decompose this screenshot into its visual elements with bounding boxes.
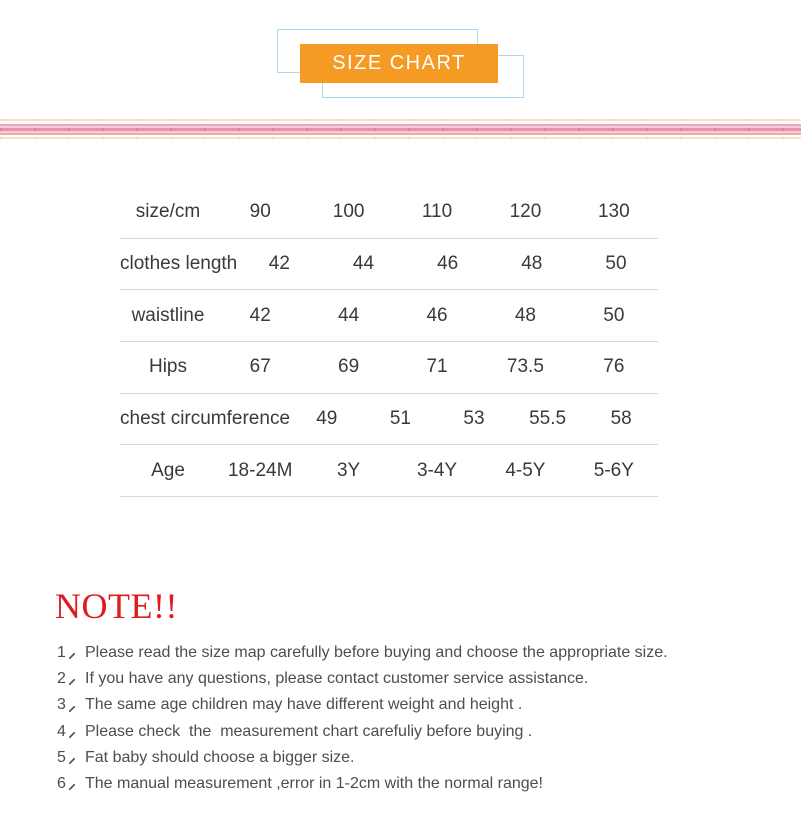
- row-label: chest circumference: [120, 408, 291, 430]
- note-text: Please read the size map carefully before buying and choose the appropriate size.: [85, 644, 668, 661]
- table-cell: 71: [426, 356, 448, 378]
- table-cell: 110: [421, 201, 453, 223]
- list-item: [57, 771, 757, 797]
- decor-stripes: [0, 117, 801, 141]
- table-cell: 42: [249, 304, 271, 326]
- table-cell: 73.5: [506, 356, 544, 378]
- table-row-waistline: [120, 290, 658, 342]
- table-row-hips: [120, 342, 658, 394]
- list-number: 6: [57, 775, 66, 793]
- size-table: [120, 187, 658, 497]
- list-marker: [57, 745, 85, 771]
- ideographic-comma-icon: [69, 679, 75, 685]
- notes-list: [57, 640, 757, 797]
- table-cell: 50: [603, 304, 625, 326]
- list-item: [57, 692, 757, 718]
- table-cell: 69: [338, 356, 360, 378]
- table-row-size: [120, 187, 658, 239]
- table-cell: 44: [352, 253, 375, 275]
- table-cell: 100: [332, 201, 365, 223]
- list-item: [57, 666, 757, 692]
- table-cell: 46: [426, 304, 448, 326]
- ideographic-comma-icon: [69, 758, 75, 764]
- table-cell: 3Y: [336, 459, 361, 481]
- ideographic-comma-icon: [69, 732, 75, 738]
- list-marker: [57, 719, 85, 745]
- table-cell: 51: [389, 408, 411, 430]
- stripe-yellow-top: [0, 119, 801, 121]
- page-title: SIZE CHART: [332, 52, 466, 74]
- list-item: [57, 745, 757, 771]
- ideographic-comma-icon: [69, 653, 75, 659]
- note-heading: NOTE!!: [55, 586, 178, 626]
- list-number: 5: [57, 748, 66, 766]
- table-cell: 48: [514, 304, 536, 326]
- note-text: The manual measurement ,error in 1-2cm with the normal range!: [85, 775, 543, 793]
- list-item: [57, 640, 757, 666]
- ideographic-comma-icon: [69, 784, 75, 790]
- table-cell: 48: [521, 253, 543, 275]
- list-number: 3: [57, 696, 66, 714]
- stripe-pink-edge-bottom: [0, 133, 801, 135]
- row-label: Age: [151, 459, 185, 481]
- table-cell: 58: [610, 408, 632, 430]
- table-cell: 46: [437, 253, 459, 275]
- table-cell: 5-6Y: [593, 459, 634, 481]
- table-cell: 50: [605, 253, 627, 275]
- row-label: size/cm: [135, 201, 201, 223]
- table-cell: 67: [249, 356, 271, 378]
- row-label: Hips: [148, 356, 187, 378]
- list-number: 1: [57, 644, 66, 661]
- table-cell: 130: [597, 201, 630, 223]
- list-number: 2: [57, 670, 66, 688]
- list-item: [57, 719, 757, 745]
- list-marker: [57, 692, 85, 718]
- note-text: Please check the measurement chart carefuliy before buying .: [85, 722, 533, 740]
- table-cell: 3-4Y: [416, 459, 458, 481]
- list-marker: [57, 666, 85, 692]
- stripe-yellow-bottom: [0, 137, 801, 139]
- list-marker: [57, 771, 85, 797]
- row-label: clothes length: [120, 253, 238, 275]
- table-row-clothes-length: [120, 239, 658, 291]
- table-cell: 90: [249, 201, 271, 223]
- table-cell: 18-24M: [227, 459, 293, 481]
- title-banner: [300, 44, 498, 83]
- table-cell: 76: [603, 356, 625, 378]
- note-text: If you have any questions, please contact customer service assistance.: [85, 670, 589, 688]
- table-cell: 4-5Y: [505, 459, 546, 481]
- table-cell: 44: [338, 304, 360, 326]
- table-row-age: [120, 445, 658, 497]
- table-cell: 49: [316, 408, 338, 430]
- table-cell: 55.5: [529, 408, 567, 430]
- list-marker: [57, 640, 85, 666]
- ideographic-comma-icon: [69, 706, 75, 712]
- note-text: Fat baby should choose a bigger size.: [85, 748, 355, 766]
- note-text: The same age children may have different weight and height .: [85, 696, 523, 714]
- table-row-chest: [120, 394, 658, 446]
- row-label: waistline: [131, 304, 205, 326]
- table-cell: 42: [268, 253, 290, 275]
- table-cell: 53: [463, 408, 485, 430]
- table-cell: 120: [509, 201, 542, 223]
- list-number: 4: [57, 722, 66, 740]
